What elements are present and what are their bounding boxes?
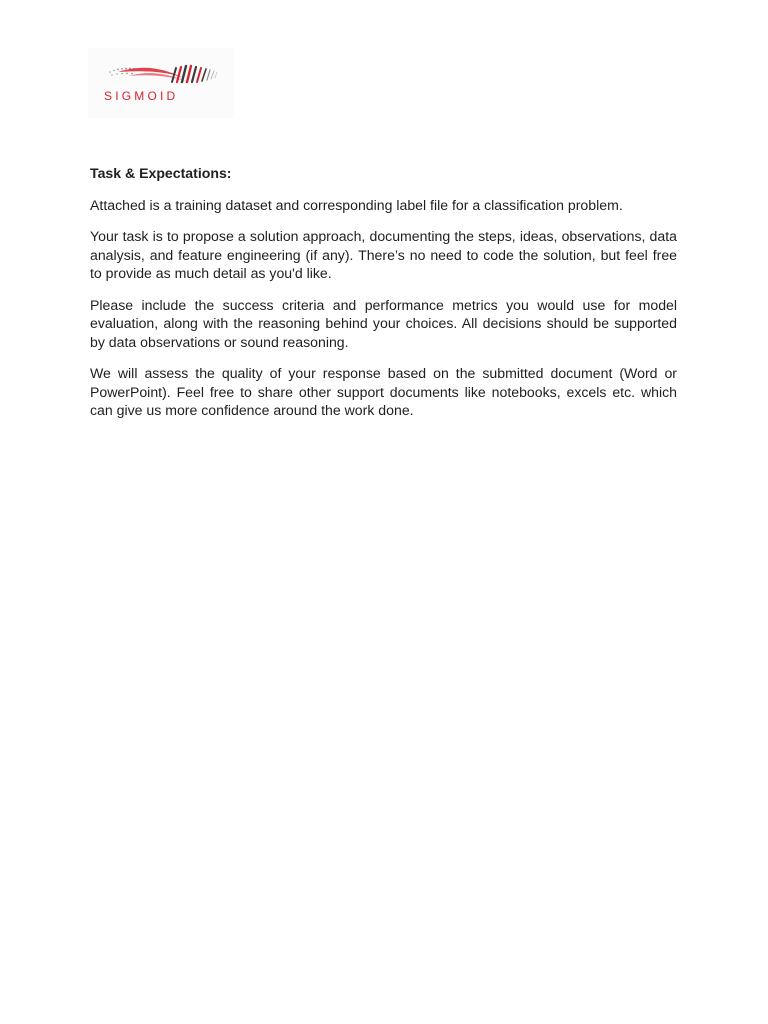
paragraph-task: Your task is to propose a solution approach, documenting the steps, ideas, observations, data analysis, and feature engineering (if any). There’s no need to code the solution, but feel free to provide as much detail as you'd like. <box>90 228 677 281</box>
section-heading: Task & Expectations: <box>90 165 232 181</box>
logo-wordmark: SIGMOID <box>104 89 179 103</box>
sigmoid-logo <box>88 48 234 118</box>
paragraph-criteria: Please include the success criteria and performance metrics you would use for model evaluation, along with the reasoning behind your choices. All decisions should be supported by data observations or sound reasoning. <box>90 296 677 350</box>
logo-wave-graphic <box>88 48 234 92</box>
document-body <box>90 164 677 433</box>
paragraph-dataset: Attached is a training dataset and corresponding label file for a classification problem. <box>90 196 623 213</box>
paragraph-assessment: We will assess the quality of your response based on the submitted document (Word or PowerPoint). Feel free to share other support documents like notebooks, excels etc. which can give us more confidence around the work done. <box>90 365 677 418</box>
